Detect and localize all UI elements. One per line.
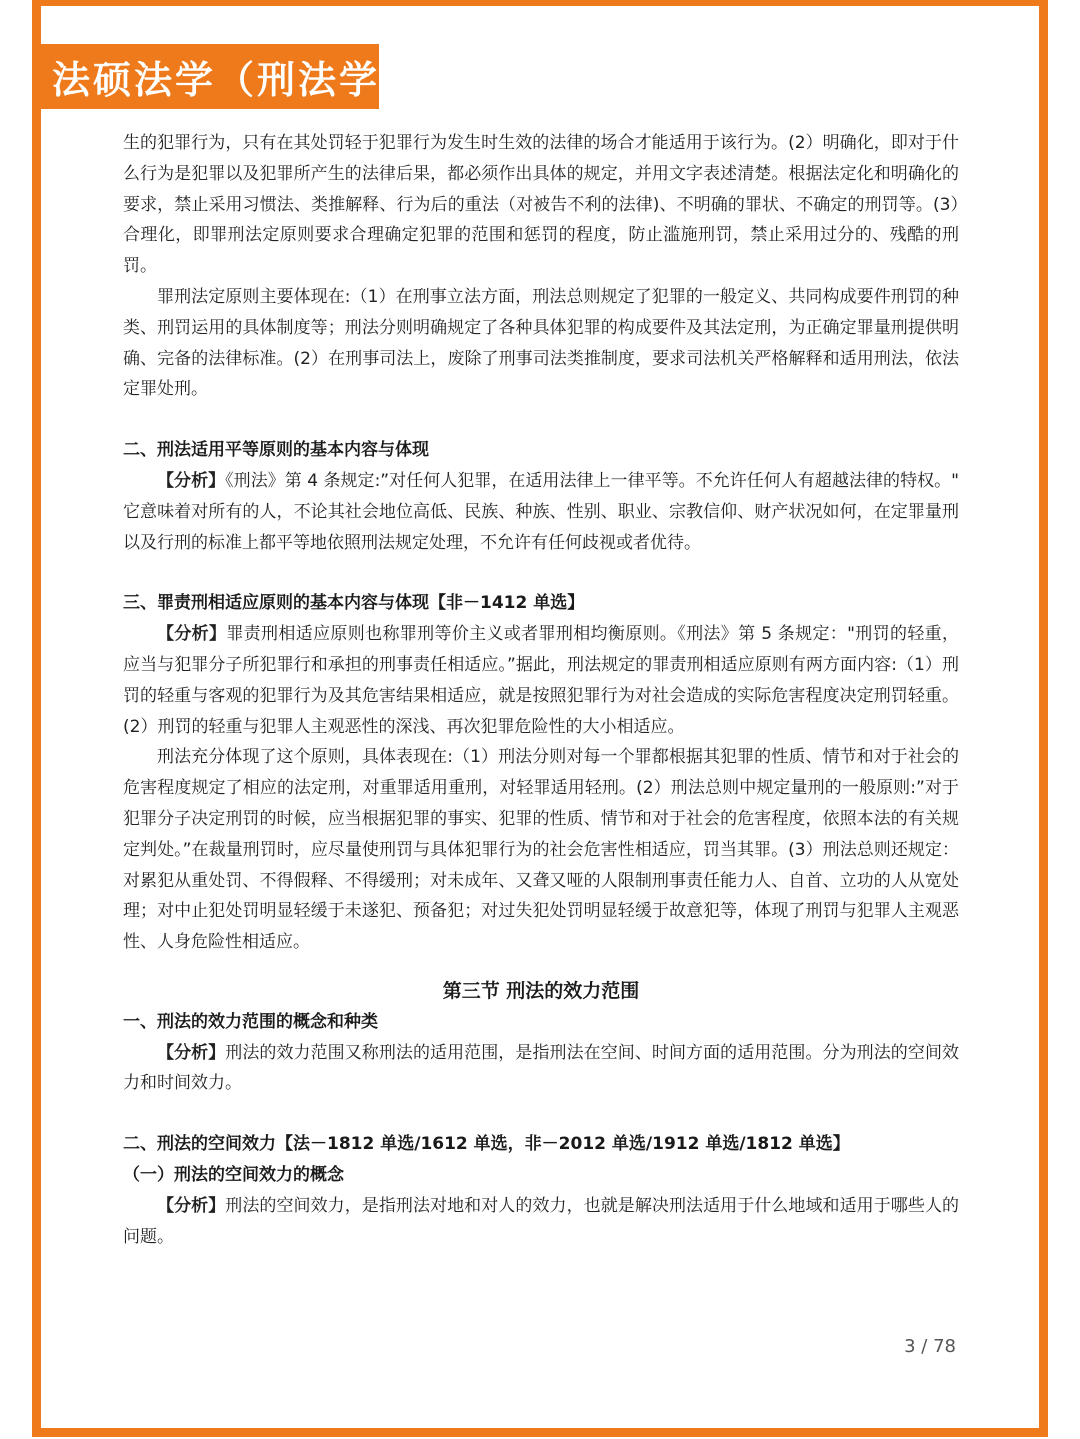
paragraph xyxy=(123,1038,959,1100)
paragraph-text: 刑法的空间效力，是指刑法对地和对人的效力，也就是解决刑法适用于什么地域和适用于哪些人的问题。 xyxy=(123,1195,960,1247)
section-heading: 二、刑法适用平等原则的基本内容与体现 xyxy=(123,440,429,461)
paragraph-text: 刑法的效力范围又称刑法的适用范围，是指刑法在空间、时间方面的适用范围。分为刑法的空间效力和时间效力。 xyxy=(123,1042,960,1094)
analysis-tag: 【分析】 xyxy=(157,624,227,645)
header-banner xyxy=(32,44,422,109)
paragraph xyxy=(123,1191,959,1253)
section-heading: 一、刑法的效力范围的概念和种类 xyxy=(123,1011,378,1032)
document-title: 法硕法学（刑法学） xyxy=(52,58,422,102)
paragraph xyxy=(123,466,959,558)
page-number: 3 / 78 xyxy=(904,1336,956,1357)
subsection-heading: （一）刑法的空间效力的概念 xyxy=(123,1164,344,1185)
paragraph: 生的犯罪行为，只有在其处罚轻于犯罪行为发生时生效的法律的场合才能适用于该行为。(2）明确化，即对于什么行为是犯罪以及犯罪所产生的法律后果，都必须作出具体的规定，并用文字表述清楚。根据法定化和明确化的要求，禁止采用习惯法、类推解释、行为后的重法（对被告不利的法律)、不明确的罪状、不确定的刑罚等。(3）合理化，即罪刑法定原则要求合理确定犯罪的范围和惩罚的程度，防止滥施刑罚，禁止采用过分的、残酷的刑罚。 xyxy=(123,133,959,277)
chapter-section-title: 第三节 刑法的效力范围 xyxy=(442,979,640,1002)
section-heading: 二、刑法的空间效力【法－1812 单选/1612 单选，非－2012 单选/1912 单选/1812 单选】 xyxy=(123,1134,850,1155)
analysis-tag: 【分析】 xyxy=(157,470,226,491)
document-body xyxy=(123,128,959,1252)
paragraph xyxy=(123,619,959,742)
section-heading: 三、罪责刑相适应原则的基本内容与体现【非－1412 单选】 xyxy=(123,593,585,614)
paragraph-text: 罪责刑相适应原则也称罪刑等价主义或者罪刑相均衡原则。《刑法》第 5 条规定："刑罚的轻重，应当与犯罪分子所犯罪行和承担的刑事责任相适应。”据此，刑法规定的罪责刑相适应原则有两方面内容:（1）刑罚的轻重与客观的犯罪行为及其危害结果相适应，就是按照犯罪行为对社会造成的实际危害程度决定刑罚轻重。(2）刑罚的轻重与犯罪人主观恶性的深浅、再次犯罪危险性的大小相适应。 xyxy=(123,624,959,737)
analysis-tag: 【分析】 xyxy=(157,1195,226,1216)
paragraph: 刑法充分体现了这个原则，具体表现在:（1）刑法分则对每一个罪都根据其犯罪的性质、情节和对于社会的危害程度规定了相应的法定刑，对重罪适用重刑，对轻罪适用轻刑。(2）刑法总则中规定量刑的一般原则:”对于犯罪分子决定刑罚的时候，应当根据犯罪的事实、犯罪的性质、情节和对于社会的危害程度，依照本法的有关规定判处。”在裁量刑罚时，应尽量使刑罚与具体犯罪行为的社会危害性相适应，罚当其罪。(3）刑法总则还规定：对累犯从重处罚、不得假释、不得缓刑；对未成年、又聋又哑的人限制刑事责任能力人、自首、立功的人从宽处理；对中止犯处罚明显轻缓于未遂犯、预备犯；对过失犯处罚明显轻缓于故意犯等，体现了刑罚与犯罪人主观恶性、人身危险性相适应。 xyxy=(123,747,959,953)
paragraph-text: 《刑法》第 4 条规定:”对任何人犯罪，在适用法律上一律平等。不允许任何人有超越法律的特权。" 它意味着对所有的人，不论其社会地位高低、民族、种族、性别、职业、宗教信仰、财产状况如何，在定罪量刑以及行刑的标准上都平等地依照刑法规定处理，不允许有任何歧视或者优待。 xyxy=(123,470,960,553)
paragraph: 罪刑法定原则主要体现在:（1）在刑事立法方面，刑法总则规定了犯罪的一般定义、共同构成要件刑罚的种类、刑罚运用的具体制度等；刑法分则明确规定了各种具体犯罪的构成要件及其法定刑，为正确定罪量刑提供明确、完备的法律标准。(2）在刑事司法上，废除了刑事司法类推制度，要求司法机关严格解释和适用刑法，依法定罪处刑。 xyxy=(123,286,959,400)
analysis-tag: 【分析】 xyxy=(157,1042,226,1063)
